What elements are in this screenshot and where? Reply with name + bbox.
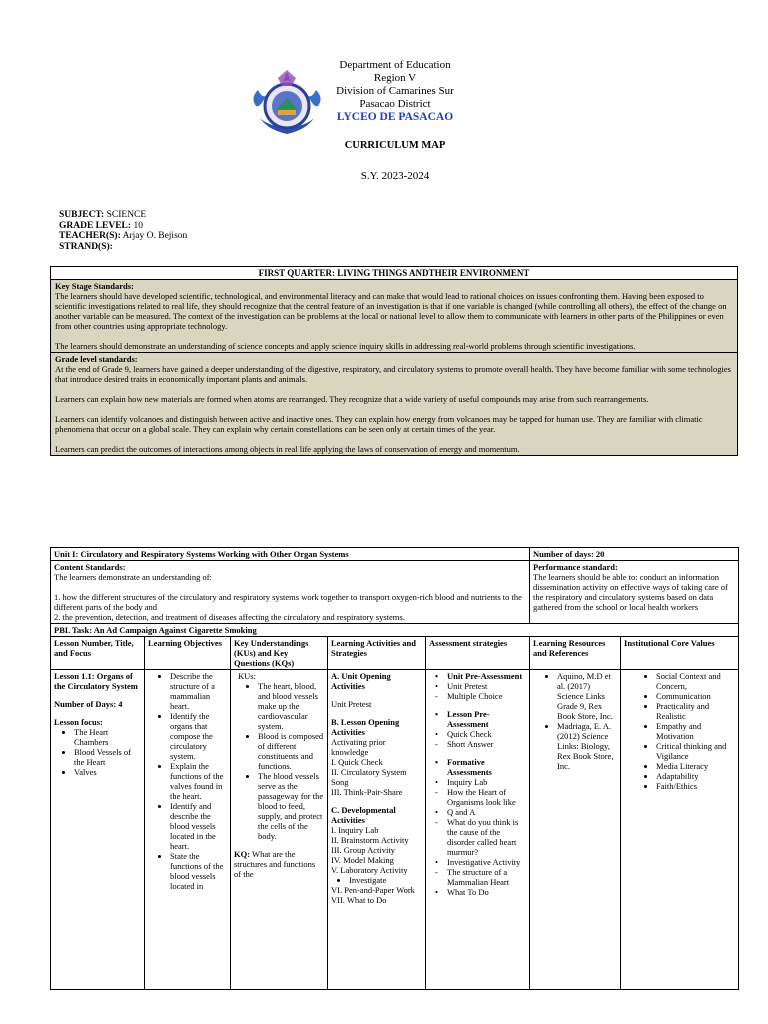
ku-item: • The heart, blood, and blood vessels make up the cardiovascular system. — [258, 681, 324, 731]
activity-b3: II. Circulatory System Song — [331, 767, 407, 787]
activity-a1: Unit Pretest — [331, 699, 372, 709]
assessment-f2: - How the Heart of Organisms look like — [433, 787, 526, 807]
division-name: Division of Camarines Sur — [336, 85, 454, 97]
objectives-cell — [145, 670, 231, 990]
objective-item: • State the functions of the blood vessels located in — [170, 851, 227, 891]
strand-label: STRAND(S): — [59, 241, 113, 252]
perf-label: Performance standard: — [533, 562, 618, 572]
activity-b4: III. Think-Pair-Share — [331, 787, 403, 797]
district-name: Pasacao District — [359, 98, 431, 110]
assessment-f1: • Inquiry Lab — [433, 777, 526, 787]
assessment-lesson-pre-2: - Short Answer — [433, 739, 526, 749]
objective-item: • Describe the structure of a mammalian heart. — [170, 671, 227, 711]
grade-level-standards — [51, 353, 738, 456]
lesson-title: Lesson 1.1: Organs of the Circulatory System — [54, 671, 138, 691]
value-item: • Adaptability — [656, 771, 735, 781]
activity-b-label: B. Lesson Opening Activities — [331, 717, 400, 737]
school-year: S.Y. 2023-2024 — [360, 170, 430, 182]
activity-b1: Activating prior knowledge — [331, 737, 386, 757]
value-item: • Communication — [656, 691, 735, 701]
assessment-formative: • Formative Assessments — [433, 757, 526, 777]
performance-standard — [530, 561, 739, 624]
grade-std-p2: Learners can explain how new materials are formed when atoms are rearranged. They recognize that a wide variety of useful compounds may arise from such rearrangements. — [55, 394, 649, 404]
unit-table — [50, 547, 739, 990]
activity-b2: I. Quick Check — [331, 757, 383, 767]
key-stage-p2: The learners should demonstrate an understanding of science concepts and apply science inquiry skills in addressing real-world problems through scientific investigations. — [55, 341, 636, 351]
subject-label: SUBJECT: — [59, 210, 105, 220]
kq-text: What are the structures and functions of the — [234, 849, 316, 879]
objective-item: • Explain the functions of the valves found in the heart. — [170, 761, 227, 801]
quarter-title: FIRST QUARTER: LIVING THINGS ANDTHEIR ENVIRONMENT — [51, 267, 738, 280]
content-item-2: 2. the prevention, detection, and treatment of diseases affecting the circulatory and respiratory systems. — [54, 612, 405, 622]
assessment-f3: • Q and A — [433, 807, 526, 817]
activity-c5a: • Investigate — [349, 875, 422, 885]
teacher-value: Arjay O. Bejison — [122, 231, 188, 241]
ku-item: • The blood vessels serve as the passageway for the blood to feed, supply, and protect the cells of the body. — [258, 771, 324, 841]
content-standards — [51, 561, 530, 624]
doc-title: CURRICULUM MAP — [344, 140, 446, 151]
lesson-cell — [51, 670, 145, 990]
assessment-unit-pre-2: - Multiple Choice — [433, 691, 526, 701]
school-name: LYCEO DE PASACAO — [336, 111, 454, 123]
focus-item: • Blood Vessels of the Heart — [74, 747, 141, 767]
activity-c4: IV. Model Making — [331, 855, 394, 865]
key-stage-p1: The learners should have developed scientific, technological, and environmental literacy and can make that would lead to rational choices on issues confronting them. Having been exposed to scientific investigations related to real life, they should recognize that the central feature of an investigation is that if one variable is changed (while controlling all others), the effect of the change on another variable can be measured. The context of the investigation can be problems at the local or national level to allow them to communicate with learners in other parts of the Philippines or even from other countries using appropriate technology. — [55, 291, 727, 331]
activity-c5: V. Laboratory Activity — [331, 865, 408, 875]
assessment-f5: • Investigative Activity — [433, 857, 526, 867]
col-header-kus: Key Understandings (KUs) and Key Questions (KQs) — [231, 637, 328, 670]
grade-value: 10 — [133, 220, 143, 231]
dept-name: Department of Education — [339, 59, 451, 71]
assessment-lesson-pre: • Lesson Pre-Assessment — [433, 709, 526, 729]
ku-item: • Blood is composed of different constituents and functions. — [258, 731, 324, 771]
objective-item: • Identify and describe the blood vessels located in the heart. — [170, 801, 227, 851]
subject-value: SCIENCE — [106, 210, 147, 220]
grade-std-p1: At the end of Grade 9, learners have gained a deeper understanding of the digestive, respiratory, and circulatory systems to promote overall health. They have become familiar with some technologies that introduce desired traits in economically important plants and animals. — [55, 364, 731, 384]
grade-std-label: Grade level standards: — [55, 354, 138, 364]
value-item: • Faith/Ethics — [656, 781, 735, 791]
focus-item: • The Heart Chambers — [74, 727, 141, 747]
region-name: Region V — [373, 72, 417, 84]
activity-c3: III. Group Activity — [331, 845, 395, 855]
col-header-activities: Learning Activities and Strategies — [328, 637, 426, 670]
content-item-1: 1. how the different structures of the circulatory and respiratory systems work together to transport oxygen-rich blood and nutrients to the different parts of the body and — [54, 592, 522, 612]
activity-c2: II. Brainstorm Activity — [331, 835, 409, 845]
unit-days: Number of days: 20 — [530, 548, 739, 561]
assessment-unit-pre: • Unit Pre-Assessment — [433, 671, 526, 681]
assessment-f6: - The structure of a Mammalian Heart — [433, 867, 526, 887]
activity-a-label: A. Unit Opening Activities — [331, 671, 391, 691]
activity-c1: I. Inquiry Lab — [331, 825, 379, 835]
assessment-cell — [426, 670, 530, 990]
activity-c6: VI. Pen-and-Paper Work — [331, 885, 415, 895]
col-header-resources: Learning Resources and References — [530, 637, 621, 670]
grade-std-p3: Learners can identify volcanoes and distinguish between active and inactive ones. They can explain how energy from volcanoes may be tapped for human use. They are familiar with climatic phenomena that occur on a global scale. They can explain why certain constellations can be seen only at certain times of the year. — [55, 414, 703, 434]
values-cell — [621, 670, 739, 990]
teacher-label: TEACHER(S): — [59, 231, 121, 241]
assessment-f7: • What To Do — [433, 887, 526, 897]
assessment-f4: - What do you think is the cause of the disorder called heart murmur? — [433, 817, 526, 857]
col-header-values: Institutional Core Values — [621, 637, 739, 670]
kus-label: KUs: — [238, 671, 256, 681]
value-item: • Social Context and Concern, — [656, 671, 735, 691]
key-stage-standards — [51, 280, 738, 353]
col-header-objectives: Learning Objectives — [145, 637, 231, 670]
activity-c7: VII. What to Do — [331, 895, 387, 905]
resource-item: • Madriaga, E. A. (2012) Science Links: Biology, Rex Book Store, Inc. — [557, 721, 617, 771]
resource-item: • Aquino, M.D et al. (2017) Science Links Grade 9, Rex Book Store, Inc. — [557, 671, 617, 721]
col-header-assessment: Assessment strategies — [426, 637, 530, 670]
lesson-focus-label: Lesson focus: — [54, 717, 103, 727]
content-label: Content Standards: — [54, 562, 126, 572]
key-stage-label: Key Stage Standards: — [55, 281, 134, 291]
col-header-lesson: Lesson Number, Title, and Focus — [51, 637, 145, 670]
focus-item: • Valves — [74, 767, 141, 777]
grade-std-p4: Learners can predict the outcomes of interactions among objects in real life applying the laws of conservation of energy and momentum. — [55, 444, 520, 454]
value-item: • Critical thinking and Vigilance — [656, 741, 735, 761]
meta-info — [59, 210, 187, 252]
value-item: • Empathy and Motivation — [656, 721, 735, 741]
quarter-standards-table — [50, 266, 738, 456]
activity-c-label: C. Developmental Activities — [331, 805, 396, 825]
content-intro: The learners demonstrate an understanding of: — [54, 572, 212, 582]
grade-label: GRADE LEVEL: — [59, 220, 132, 231]
activities-cell — [328, 670, 426, 990]
kus-cell — [231, 670, 328, 990]
objective-item: • Identify the organs that compose the circulatory system. — [170, 711, 227, 761]
kq-label: KQ: — [234, 849, 251, 859]
value-item: • Media Literacy — [656, 761, 735, 771]
resources-cell — [530, 670, 621, 990]
value-item: • Practicality and Realistic — [656, 701, 735, 721]
assessment-lesson-pre-1: • Quick Check — [433, 729, 526, 739]
lesson-days: Number of Days: 4 — [54, 699, 123, 709]
assessment-unit-pre-1: • Unit Pretest — [433, 681, 526, 691]
perf-text: The learners should be able to: conduct an information dissemination activity on effective ways of taking care of the respiratory and circulatory systems based on data gathered from the school or local health workers — [533, 572, 728, 612]
unit-title: Unit I: Circulatory and Respiratory Systems Working with Other Organ Systems — [51, 548, 530, 561]
pbl-task: PBL Task: An Ad Campaign Against Cigarette Smoking — [51, 624, 739, 637]
